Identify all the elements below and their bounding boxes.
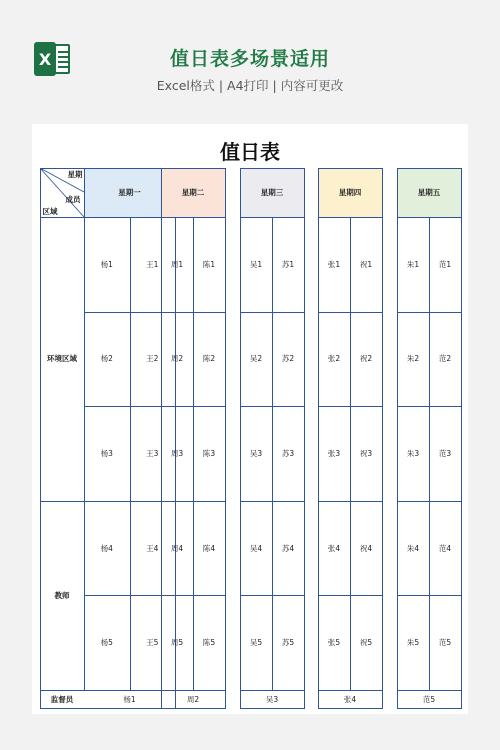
day-header: 星期四: [318, 168, 382, 217]
day-header: 星期三: [240, 168, 304, 217]
supervisor-label: 监督员: [50, 694, 74, 704]
duty-member-cell: 王3: [146, 448, 159, 458]
block-border-right: [382, 168, 383, 709]
supervisor-cell: 杨1: [123, 694, 136, 704]
duty-member-cell: 周1: [170, 259, 184, 269]
area-label: 教师: [54, 590, 70, 600]
block-border-top: [318, 168, 382, 169]
supervisor-cell: 吴3: [265, 694, 279, 704]
duty-member-cell: 祝1: [359, 259, 373, 269]
duty-member-cell: 王4: [146, 543, 159, 553]
block-border-top: [161, 168, 225, 169]
duty-member-cell: 苏5: [281, 638, 295, 648]
duty-member-cell: 祝3: [359, 448, 373, 458]
duty-member-cell: 范4: [438, 543, 452, 553]
duty-member-cell: 范5: [438, 638, 452, 648]
day-header: 星期一: [84, 168, 175, 217]
corner-member-label: 成员: [65, 194, 81, 204]
duty-member-cell: 吴3: [249, 448, 263, 458]
block-border-bottom: [161, 708, 226, 709]
duty-member-cell: 祝4: [359, 543, 373, 553]
supervisor-cell: 范5: [422, 694, 436, 704]
duty-member-cell: 苏2: [281, 354, 295, 364]
duty-member-cell: 范3: [438, 448, 452, 458]
duty-member-cell: 陈5: [202, 638, 216, 648]
duty-member-cell: 吴2: [249, 354, 263, 364]
block-border-bottom: [40, 708, 176, 709]
excel-badge: X: [34, 42, 56, 76]
day-header: 星期二: [161, 168, 225, 217]
duty-member-cell: 吴1: [249, 259, 263, 269]
duty-member-cell: 张2: [327, 354, 341, 364]
duty-member-cell: 杨3: [100, 448, 113, 458]
duty-member-cell: 苏4: [281, 543, 295, 553]
document-page: [32, 124, 468, 714]
block-border-top: [397, 168, 461, 169]
duty-member-cell: 王5: [146, 638, 159, 648]
duty-member-cell: 周4: [170, 543, 184, 553]
duty-member-cell: 吴4: [249, 543, 263, 553]
duty-member-cell: 陈4: [202, 543, 216, 553]
duty-member-cell: 周5: [170, 638, 184, 648]
document-title: 值日表: [220, 140, 280, 164]
duty-member-cell: 朱3: [406, 448, 420, 458]
duty-member-cell: 陈2: [202, 354, 216, 364]
block-border-right: [304, 168, 305, 709]
block-border-bottom: [397, 708, 462, 709]
duty-member-cell: 范2: [438, 354, 452, 364]
duty-member-cell: 祝5: [359, 638, 373, 648]
block-border-bottom: [240, 708, 305, 709]
block-border-top: [240, 168, 304, 169]
day-header: 星期五: [397, 168, 461, 217]
duty-member-cell: 祝2: [359, 354, 373, 364]
duty-member-cell: 朱4: [406, 543, 420, 553]
banner-subtitle: Excel格式 | A4打印 | 内容可更改: [156, 78, 344, 93]
duty-member-cell: 王1: [146, 259, 159, 269]
block-border-right: [461, 168, 462, 709]
duty-member-cell: 陈3: [202, 448, 216, 458]
duty-member-cell: 苏3: [281, 448, 295, 458]
duty-member-cell: 杨2: [100, 354, 113, 364]
duty-member-cell: 陈1: [202, 259, 216, 269]
block-border-right: [225, 168, 226, 709]
block-border-bottom: [318, 708, 383, 709]
duty-member-cell: 杨4: [100, 543, 113, 553]
banner-title: 值日表多场景适用: [169, 48, 330, 70]
duty-member-cell: 周2: [170, 354, 184, 364]
duty-member-cell: 王2: [146, 354, 159, 364]
duty-member-cell: 张1: [327, 259, 341, 269]
duty-member-cell: 朱5: [406, 638, 420, 648]
duty-member-cell: 张3: [327, 448, 341, 458]
duty-member-cell: 杨1: [100, 259, 113, 269]
corner-day-label: 星期: [67, 169, 83, 179]
duty-member-cell: 张5: [327, 638, 341, 648]
duty-member-cell: 吴5: [249, 638, 263, 648]
corner-area-label: 区域: [42, 206, 58, 216]
area-label: 环境区域: [47, 354, 77, 364]
duty-member-cell: 朱2: [406, 354, 420, 364]
supervisor-cell: 周2: [186, 694, 200, 704]
duty-member-cell: 范1: [438, 259, 452, 269]
duty-member-cell: 张4: [327, 543, 341, 553]
duty-member-cell: 周3: [170, 448, 184, 458]
duty-member-cell: 杨5: [100, 638, 113, 648]
duty-member-cell: 朱1: [406, 259, 420, 269]
duty-member-cell: 苏1: [281, 259, 295, 269]
supervisor-cell: 张4: [343, 694, 357, 704]
